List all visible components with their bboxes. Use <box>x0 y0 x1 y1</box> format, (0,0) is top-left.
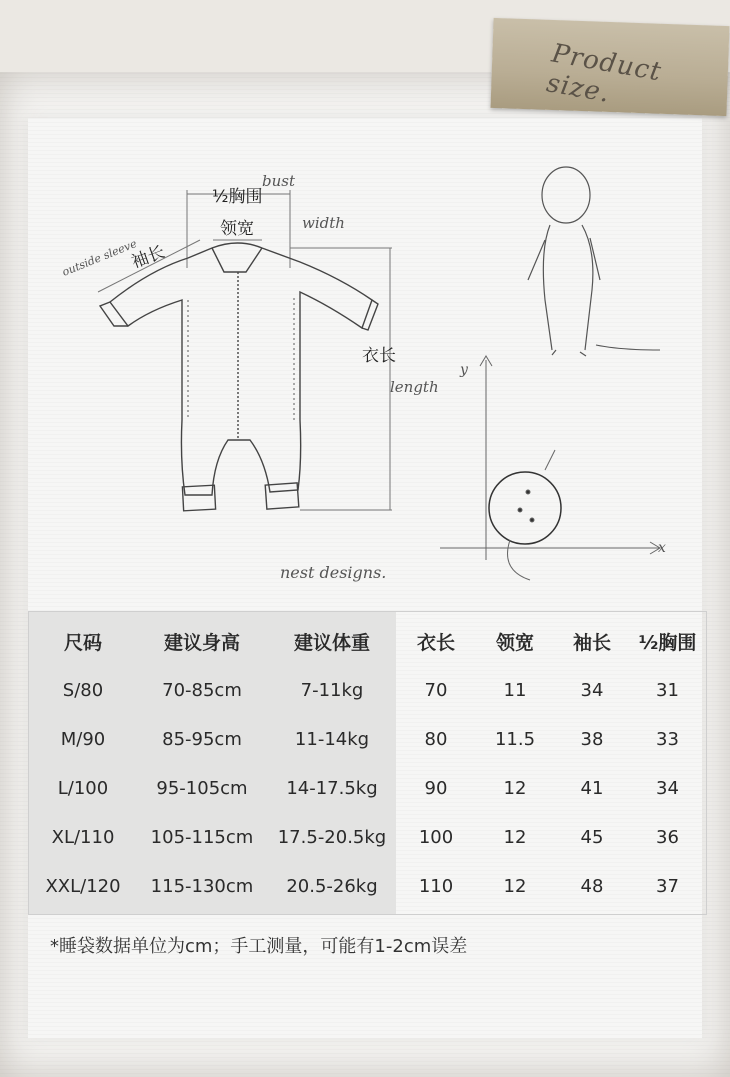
size-table <box>28 611 707 915</box>
cell-size: XXL/120 <box>45 876 121 897</box>
width-en-label: width <box>302 214 345 232</box>
cell-half-bust: 33 <box>656 729 679 750</box>
cell-length: 110 <box>418 876 454 897</box>
sleep-sack-sketch <box>100 243 378 511</box>
cell-collar: 12 <box>503 876 527 897</box>
collar-label: 领宽 <box>220 219 254 239</box>
cell-sleeve: 38 <box>580 729 604 750</box>
baby-sketch <box>528 167 660 356</box>
cell-sleeve: 41 <box>580 778 604 799</box>
table-row <box>29 764 706 813</box>
cell-collar: 11 <box>503 680 527 701</box>
cell-size: M/90 <box>60 729 106 750</box>
cell-collar: 12 <box>503 778 527 799</box>
cell-length: 80 <box>424 729 448 750</box>
header-sleeve: 袖长 <box>572 632 611 654</box>
length-label: 衣长 <box>362 346 396 366</box>
axis-x-label: x <box>658 540 666 556</box>
cell-sleeve: 48 <box>580 876 604 897</box>
cell-length: 90 <box>424 778 448 799</box>
sleeve-en-label: outside sleeve <box>60 237 139 279</box>
cell-size: S/80 <box>62 680 104 701</box>
cell-size: L/100 <box>57 778 109 799</box>
measurement-note: *睡袋数据单位为cm；手工测量，可能有1-2cm误差 <box>50 936 468 957</box>
bust-en-label: bust <box>262 172 295 190</box>
axis-y-label: y <box>460 362 468 378</box>
cell-height: 105-115cm <box>150 827 254 848</box>
cell-collar: 12 <box>503 827 527 848</box>
cell-length: 100 <box>418 827 454 848</box>
cell-half-bust: 31 <box>656 680 679 701</box>
cell-height: 85-95cm <box>162 729 242 750</box>
cell-weight: 11-14kg <box>294 729 370 750</box>
brand-en-label: nest designs. <box>280 563 387 582</box>
header-collar: 领宽 <box>495 632 534 654</box>
length-en-label: length <box>390 378 439 396</box>
table-row <box>29 813 706 862</box>
cell-size: XL/110 <box>51 827 115 848</box>
cell-half-bust: 36 <box>656 827 679 848</box>
cell-collar: 11.5 <box>494 729 536 750</box>
table-header-row <box>29 619 706 668</box>
table-row <box>29 715 706 764</box>
header-length: 衣长 <box>416 632 455 654</box>
axes-sketch <box>440 356 660 580</box>
cell-height: 95-105cm <box>156 778 248 799</box>
table-row <box>29 862 706 911</box>
header-height: 建议身高 <box>163 632 240 654</box>
cell-height: 115-130cm <box>150 876 254 897</box>
cell-half-bust: 37 <box>656 876 679 897</box>
header-half-bust: ½胸围 <box>638 632 697 654</box>
cell-weight: 7-11kg <box>300 680 364 701</box>
tape-label: Product size. <box>544 38 664 109</box>
cell-weight: 14-17.5kg <box>286 778 378 799</box>
cell-height: 70-85cm <box>162 680 242 701</box>
table-row <box>29 666 706 715</box>
cell-weight: 17.5-20.5kg <box>277 827 387 848</box>
cell-length: 70 <box>424 680 448 701</box>
half-bust-label: ½胸围 <box>212 187 263 207</box>
cell-sleeve: 34 <box>580 680 604 701</box>
cell-sleeve: 45 <box>580 827 604 848</box>
sleeve-label: 袖长 <box>128 242 168 273</box>
cell-half-bust: 34 <box>656 778 679 799</box>
header-size: 尺码 <box>63 632 102 654</box>
cell-weight: 20.5-26kg <box>286 876 378 897</box>
header-weight: 建议体重 <box>293 632 370 654</box>
